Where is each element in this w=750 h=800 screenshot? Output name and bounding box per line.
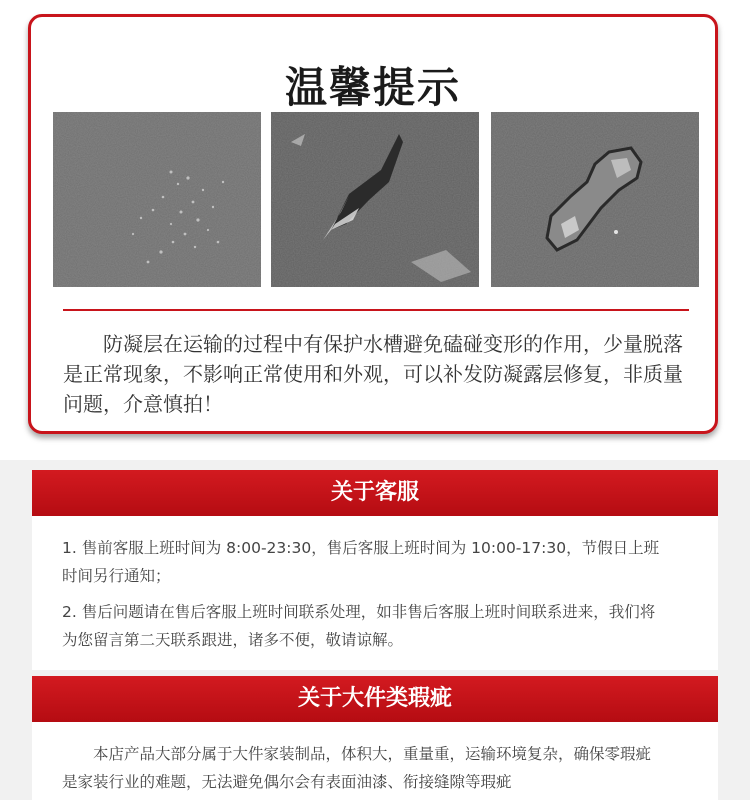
customer-service-list — [62, 534, 662, 662]
surface-flaking-photo — [53, 112, 261, 287]
coating-chip-photo — [271, 112, 479, 287]
coating-patch-photo — [491, 112, 699, 287]
list-item: 2. 售后问题请在售后客服上班时间联系处理，如非售后客服上班时间联系进来，我们将为您留言第二天联系跟进，诸多不便，敬请谅解。 — [62, 603, 656, 649]
notice-card — [28, 14, 718, 434]
notice-title: 温馨提示 — [284, 63, 461, 112]
notice-text: 防凝层在运输的过程中有保护水槽避免磕碰变形的作用，少量脱落是正常现象，不影响正常使用和外观，可以补发防凝露层修复，非质量问题，介意慎拍！ — [63, 332, 683, 416]
large-item-defects-banner: 关于大件类瑕疵 — [32, 676, 718, 722]
customer-service-banner: 关于客服 — [32, 470, 718, 516]
large-item-defects-text: 本店产品大部分属于大件家装制品，体积大，重量重，运输环境复杂，确保零瑕疵是家装行业的难题，无法避免偶尔会有表面油漆、衔接缝隙等瑕疵 — [62, 745, 652, 791]
notice-divider — [63, 309, 689, 311]
list-item: 1. 售前客服上班时间为 8:00-23:30，售后客服上班时间为 10:00-17:30，节假日上班时间另行通知； — [62, 539, 660, 585]
